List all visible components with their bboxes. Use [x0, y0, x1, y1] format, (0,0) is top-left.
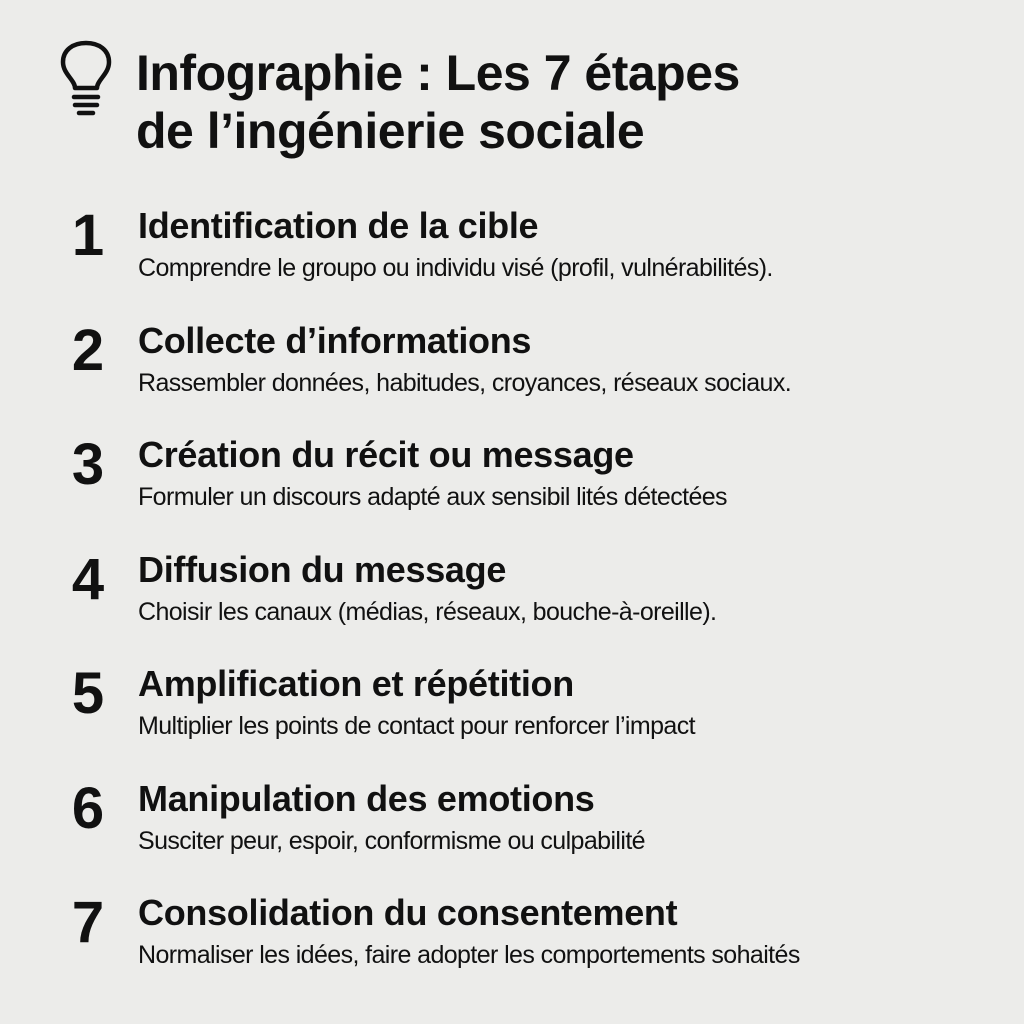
- page-title: [136, 44, 996, 160]
- step-title: Création du récit ou message: [138, 434, 634, 475]
- step-description: Rassembler données, habitudes, croyances, réseaux sociaux.: [138, 368, 792, 397]
- step-description: Multiplier les points de contact pour renforcer l’impact: [138, 712, 695, 740]
- step-2: [0, 315, 1024, 430]
- step-7: [0, 887, 1024, 1002]
- step-description: Susciter peur, espoir, conformisme ou culpabilité: [138, 826, 645, 855]
- step-1: [0, 200, 1024, 315]
- step-description: Normaliser les idées, faire adopter les comportements sohaités: [138, 941, 800, 969]
- title-line-2: de l’ingénierie sociale: [136, 103, 645, 159]
- step-number: 1: [71, 203, 105, 268]
- step-title: Manipulation des emotions: [138, 777, 595, 819]
- step-4: [0, 544, 1024, 659]
- step-number: 2: [71, 317, 105, 383]
- title-line-1: Infographie : Les 7 étapes: [136, 45, 740, 101]
- step-title: Identification de la cible: [138, 205, 539, 246]
- steps-list: [0, 200, 1024, 1002]
- step-title: Collecte d’informations: [138, 319, 532, 361]
- step-5: [0, 658, 1024, 773]
- step-number: 5: [71, 661, 105, 726]
- step-description: Formuler un discours adapté aux sensibil lités détectées: [138, 483, 727, 511]
- step-3: [0, 429, 1024, 544]
- step-title: Diffusion du message: [138, 548, 507, 590]
- step-6: [0, 773, 1024, 888]
- step-number: 4: [71, 546, 105, 612]
- step-description: Choisir les canaux (médias, réseaux, bouche-à-oreille).: [138, 597, 717, 626]
- step-title: Consolidation du consentement: [138, 892, 678, 933]
- lightbulb-icon: [58, 40, 114, 116]
- step-number: 7: [71, 890, 105, 955]
- step-title: Amplification et répétition: [138, 663, 574, 704]
- step-number: 6: [71, 775, 105, 841]
- step-number: 3: [71, 432, 105, 497]
- step-description: Comprendre le groupo ou individu visé (profil, vulnérabilités).: [138, 254, 773, 282]
